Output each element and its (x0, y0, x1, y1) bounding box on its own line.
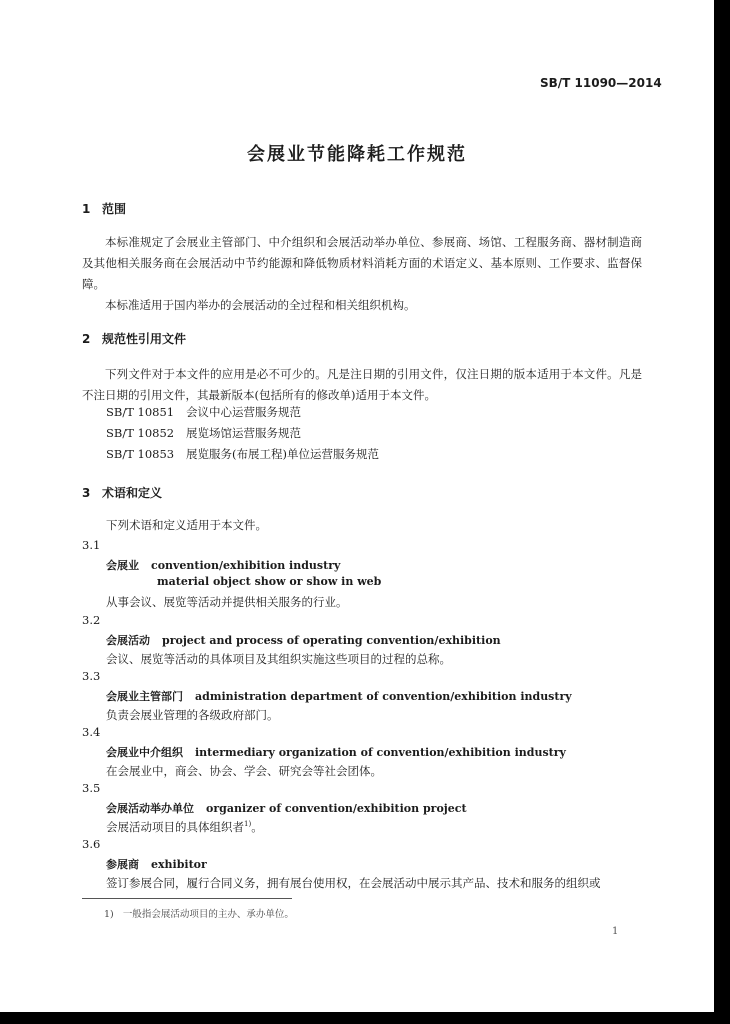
term-en: intermediary organization of convention/exhibition industry (195, 746, 566, 759)
reference-title: 会议中心运营服务规范 (186, 405, 301, 419)
term-definition: 负责会展业管理的各级政府部门。 (106, 708, 279, 722)
footnote (104, 906, 294, 920)
term-number: 3.5 (82, 781, 101, 795)
reference-item (106, 425, 301, 441)
term-entry (106, 632, 501, 648)
standard-code: SB/T 11090—2014 (540, 76, 662, 90)
term-en: exhibitor (151, 858, 207, 871)
footnote-reference: 1) (244, 820, 252, 829)
footnote-mark: 1) (104, 909, 114, 920)
reference-title: 展览服务(布展工程)单位运营服务规范 (186, 447, 379, 461)
scope-paragraph-2: 本标准适用于国内举办的会展活动的全过程和相关组织机构。 (105, 298, 416, 312)
section-title: 范围 (102, 202, 127, 216)
term-en: administration department of convention/exhibition industry (195, 690, 572, 703)
section-title: 规范性引用文件 (102, 332, 187, 346)
footnote-text: 一般指会展活动项目的主办、承办单位。 (122, 909, 294, 920)
section-title: 术语和定义 (102, 486, 163, 500)
term-number: 3.1 (82, 538, 101, 552)
term-entry (106, 557, 340, 573)
reference-item (106, 446, 379, 462)
term-zh: 会展活动举办单位 (106, 802, 194, 815)
term-definition-text: 会展活动项目的具体组织者 (106, 820, 244, 834)
terms-intro: 下列术语和定义适用于本文件。 (106, 518, 267, 532)
term-zh: 会展业主管部门 (106, 690, 183, 703)
term-entry (106, 800, 467, 816)
references-intro: 下列文件对于本文件的应用是必不可少的。凡是注日期的引用文件，仅注日期的版本适用于本文件。凡是不注日期的引用文件，其最新版本(包括所有的修改单)适用于本文件。 (82, 367, 642, 402)
term-en: convention/exhibition industry (151, 559, 341, 572)
reference-code: SB/T 10853 (106, 447, 175, 461)
section-heading-terms (82, 484, 162, 501)
term-zh: 会展业 (106, 559, 139, 572)
scan-edge-right (714, 0, 730, 1024)
section-number: 2 (82, 332, 91, 346)
term-definition-end: 。 (251, 820, 263, 834)
term-entry (106, 856, 207, 872)
term-definition (106, 819, 263, 835)
section-heading-scope (82, 200, 126, 217)
term-zh: 会展活动 (106, 634, 150, 647)
term-number: 3.2 (82, 613, 101, 627)
scope-paragraph-1: 本标准规定了会展业主管部门、中介组织和会展活动举办单位、参展商、场馆、工程服务商、器材制造商及其他相关服务商在会展活动中节约能源和降低物质材料消耗方面的术语定义、基本原则、工作要求、监督保障。 (82, 235, 642, 291)
reference-code: SB/T 10852 (106, 426, 175, 440)
term-zh: 会展业中介组织 (106, 746, 183, 759)
term-entry (106, 744, 566, 760)
reference-title: 展览场馆运营服务规范 (186, 426, 301, 440)
section-number: 3 (82, 486, 91, 500)
term-en: project and process of operating convention/exhibition (162, 634, 501, 647)
section-number: 1 (82, 202, 91, 216)
term-definition: 签订参展合同，履行合同义务，拥有展台使用权，在会展活动中展示其产品、技术和服务的组织或 (106, 876, 601, 890)
term-zh: 参展商 (106, 858, 139, 871)
section-heading-references (82, 330, 186, 347)
term-number: 3.4 (82, 725, 101, 739)
page-number: 1 (612, 926, 619, 937)
reference-code: SB/T 10851 (106, 405, 175, 419)
reference-item (106, 404, 301, 420)
term-definition: 从事会议、展览等活动并提供相关服务的行业。 (106, 595, 348, 609)
term-en: organizer of convention/exhibition project (206, 802, 467, 815)
scan-edge-bottom (0, 1012, 730, 1024)
footnote-divider (82, 898, 292, 899)
term-number: 3.6 (82, 837, 101, 851)
term-definition: 在会展业中，商会、协会、学会、研究会等社会团体。 (106, 764, 382, 778)
term-definition: 会议、展览等活动的具体项目及其组织实施这些项目的过程的总称。 (106, 652, 451, 666)
term-entry (106, 688, 572, 704)
term-number: 3.3 (82, 669, 101, 683)
document-title: 会展业节能降耗工作规范 (247, 144, 467, 165)
term-en-alt: material object show or show in web (157, 575, 382, 588)
